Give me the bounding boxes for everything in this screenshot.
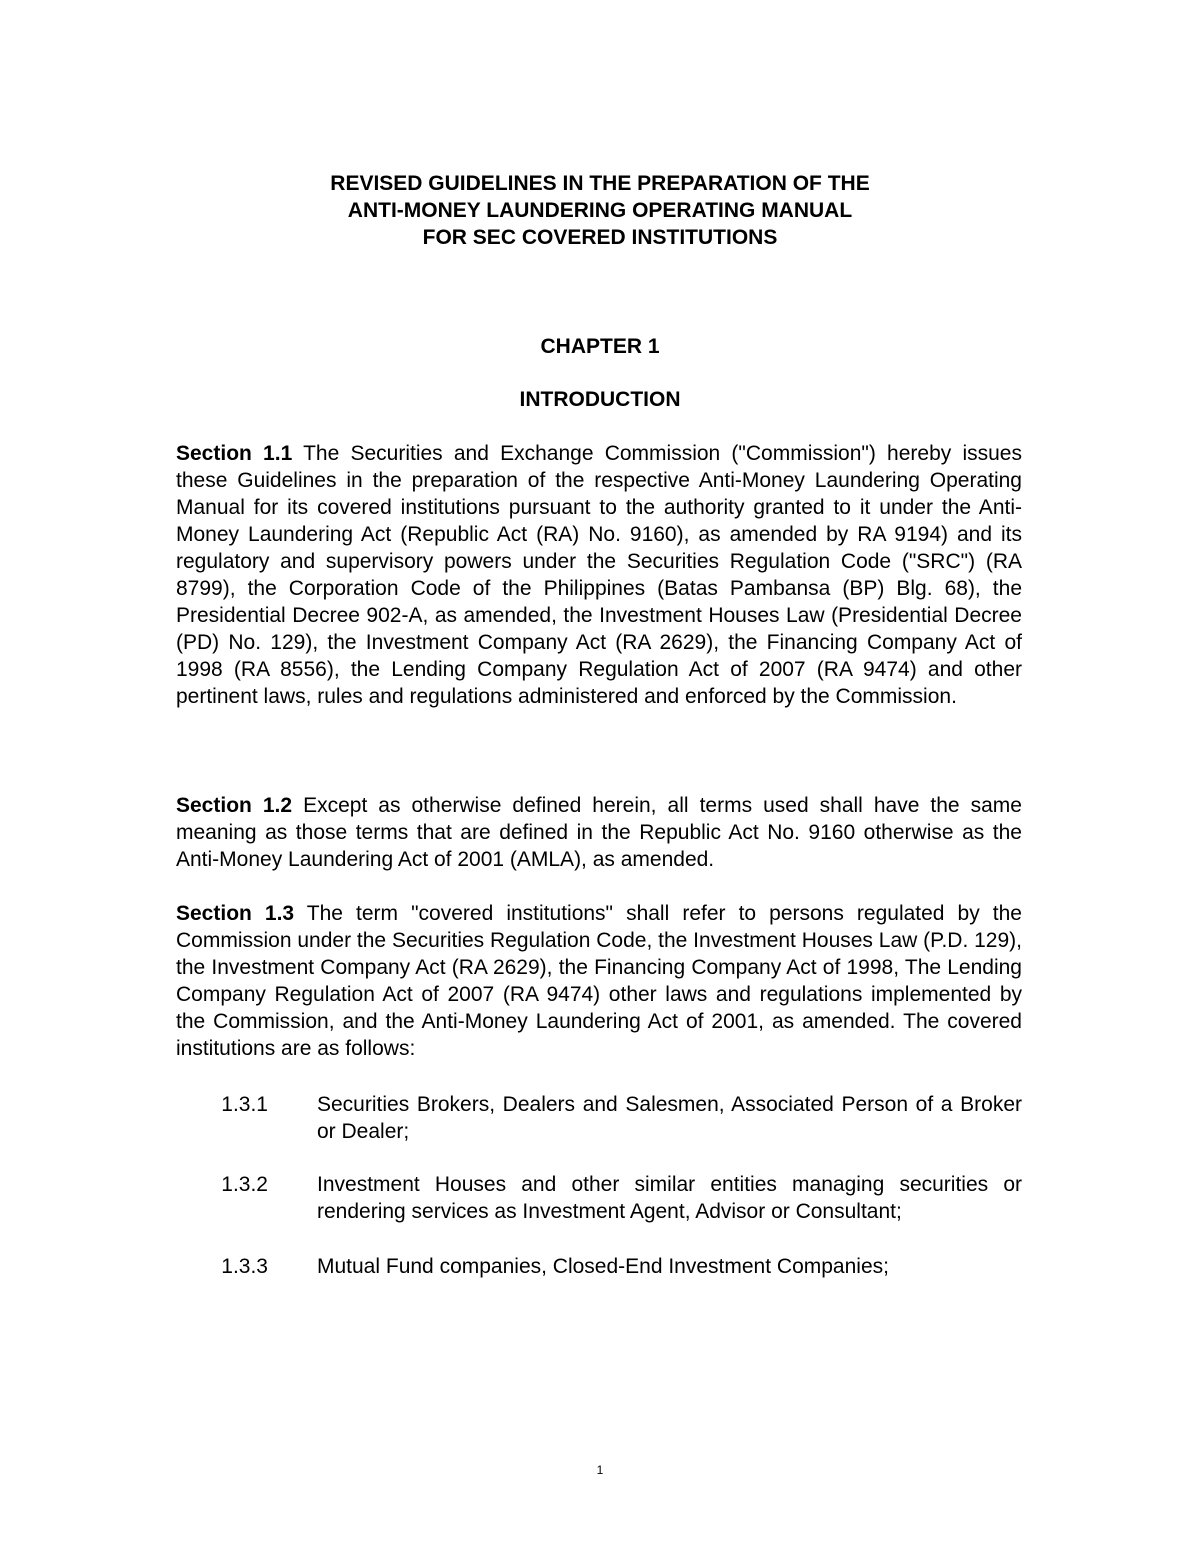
section-1-3-paragraph (176, 900, 1022, 1062)
section-1-1-label: Section 1.1 (176, 442, 293, 465)
section-1-3-text: The term "covered institutions" shall refer to persons regulated by the Commission under the Securities Regulation Code, the Investment Houses Law (P.D. 129), the Investment Company Act (RA 2629), the Financing Company Act of 1998, The Lending Company Regulation Act of 2007 (RA 9474) other laws and regulations implemented by the Commission, and the Anti-Money Laundering Act of 2001, as amended. The covered institutions are as follows: (176, 902, 1022, 1060)
page-number: 1 (596, 1463, 604, 1477)
list-item-text: Investment Houses and other similar entities managing securities or rendering services as Investment Agent, Advisor or Consultant; (317, 1173, 1022, 1223)
list-item-number: 1.3.1 (221, 1093, 268, 1116)
list-item-text: Mutual Fund companies, Closed-End Investment Companies; (317, 1255, 889, 1278)
section-1-2-paragraph (176, 792, 1022, 873)
title-line-2: ANTI-MONEY LAUNDERING OPERATING MANUAL (347, 199, 853, 222)
list-item-number: 1.3.3 (221, 1255, 268, 1278)
chapter-heading: CHAPTER 1 (540, 335, 660, 358)
list-item-text: Securities Brokers, Dealers and Salesmen, Associated Person of a Broker or Dealer; (317, 1093, 1022, 1143)
title-line-1: REVISED GUIDELINES IN THE PREPARATION OF THE (330, 172, 870, 195)
section-1-2-label: Section 1.2 (176, 794, 293, 817)
section-1-2-text: Except as otherwise defined herein, all terms used shall have the same meaning as those terms that are defined in the Republic Act No. 9160 otherwise as the Anti-Money Laundering Act of 2001 (AMLA), as amended. (176, 794, 1022, 871)
title-line-3: FOR SEC COVERED INSTITUTIONS (422, 226, 778, 249)
chapter-title: INTRODUCTION (519, 388, 681, 411)
section-1-1-paragraph (176, 440, 1022, 710)
section-1-3-label: Section 1.3 (176, 902, 295, 925)
section-1-1-text: The Securities and Exchange Commission ("Commission") hereby issues these Guidelines in the preparation of the respective Anti-Money Laundering Operating Manual for its covered institutions pursuant to the authority granted to it under the Anti-Money Laundering Act (Republic Act (RA) No. 9160), as amended by RA 9194) and its regulatory and supervisory powers under the Securities Regulation Code ("SRC") (RA 8799), the Corporation Code of the Philippines (Batas Pambansa (BP) Blg. 68), the Presidential Decree 902-A, as amended, the Investment Houses Law (Presidential Decree (PD) No. 129), the Investment Company Act (RA 2629), the Financing Company Act of 1998 (RA 8556), the Lending Company Regulation Act of 2007 (RA 9474) and other pertinent laws, rules and regulations administered and enforced by the Commission. (176, 442, 1022, 708)
document-title (0, 170, 1200, 251)
list-item-number: 1.3.2 (221, 1173, 268, 1196)
